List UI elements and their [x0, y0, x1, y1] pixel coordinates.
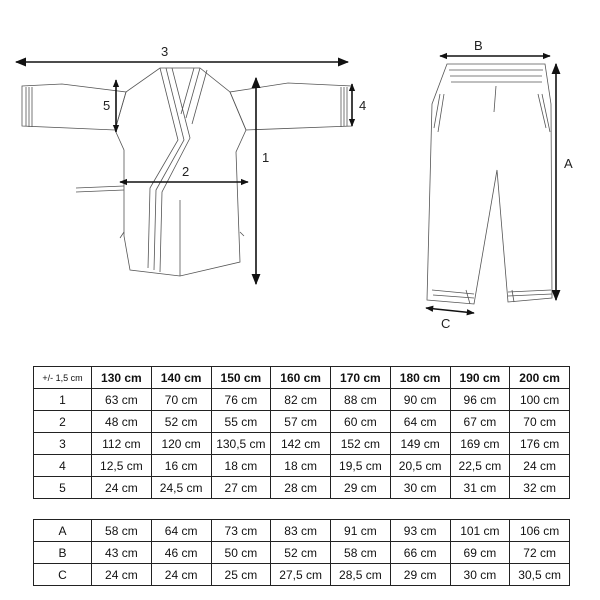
size-header: 140 cm [151, 367, 211, 389]
label-b: B [474, 38, 483, 53]
table-cell: 64 cm [151, 520, 211, 542]
table-cell: 24 cm [92, 477, 152, 499]
table-cell: 20,5 cm [390, 455, 450, 477]
table-cell: 96 cm [450, 389, 510, 411]
jacket-table-body [34, 389, 570, 499]
table-cell: 27 cm [211, 477, 271, 499]
table-cell: 169 cm [450, 433, 510, 455]
table-cell: 66 cm [390, 542, 450, 564]
row-label: 4 [34, 455, 92, 477]
table-cell: 18 cm [211, 455, 271, 477]
table-cell: 93 cm [390, 520, 450, 542]
table-cell: 60 cm [331, 411, 391, 433]
size-header: 130 cm [92, 367, 152, 389]
table-cell: 70 cm [151, 389, 211, 411]
table-cell: 58 cm [92, 520, 152, 542]
table-cell: 64 cm [390, 411, 450, 433]
table-cell: 50 cm [211, 542, 271, 564]
table-cell: 176 cm [510, 433, 570, 455]
table-cell: 43 cm [92, 542, 152, 564]
table-cell: 142 cm [271, 433, 331, 455]
table-cell: 12,5 cm [92, 455, 152, 477]
table-cell: 30,5 cm [510, 564, 570, 586]
pants-illustration [427, 64, 552, 304]
table-row [34, 455, 570, 477]
label-5: 5 [103, 98, 111, 113]
label-2: 2 [182, 164, 190, 179]
table-row [34, 477, 570, 499]
table-cell: 76 cm [211, 389, 271, 411]
label-1: 1 [262, 150, 270, 165]
pants-size-table [33, 519, 570, 586]
table-cell: 69 cm [450, 542, 510, 564]
table-cell: 22,5 cm [450, 455, 510, 477]
table-row [34, 542, 570, 564]
table-cell: 112 cm [92, 433, 152, 455]
table-cell: 63 cm [92, 389, 152, 411]
table-cell: 101 cm [450, 520, 510, 542]
size-header: 200 cm [510, 367, 570, 389]
table-cell: 70 cm [510, 411, 570, 433]
table-row [34, 433, 570, 455]
table-cell: 25 cm [211, 564, 271, 586]
tolerance-cell: +/- 1,5 cm [34, 367, 92, 389]
table-cell: 29 cm [390, 564, 450, 586]
label-4: 4 [359, 98, 367, 113]
table-cell: 106 cm [510, 520, 570, 542]
table-cell: 52 cm [271, 542, 331, 564]
table-cell: 120 cm [151, 433, 211, 455]
table-cell: 30 cm [390, 477, 450, 499]
table-cell: 28,5 cm [331, 564, 391, 586]
table-cell: 100 cm [510, 389, 570, 411]
table-cell: 48 cm [92, 411, 152, 433]
row-label: 5 [34, 477, 92, 499]
table-cell: 149 cm [390, 433, 450, 455]
pants-dimensions [426, 56, 556, 313]
table-cell: 152 cm [331, 433, 391, 455]
table-cell: 88 cm [331, 389, 391, 411]
table-cell: 73 cm [211, 520, 271, 542]
size-header: 170 cm [331, 367, 391, 389]
table-cell: 83 cm [271, 520, 331, 542]
pants-table-body [34, 520, 570, 586]
table-cell: 130,5 cm [211, 433, 271, 455]
table-row [34, 564, 570, 586]
row-label: B [34, 542, 92, 564]
table-cell: 30 cm [450, 564, 510, 586]
table-cell: 24 cm [92, 564, 152, 586]
table-cell: 82 cm [271, 389, 331, 411]
row-label: 2 [34, 411, 92, 433]
table-cell: 24 cm [510, 455, 570, 477]
jacket-size-table [33, 366, 570, 499]
row-label: C [34, 564, 92, 586]
table-cell: 55 cm [211, 411, 271, 433]
table-cell: 29 cm [331, 477, 391, 499]
size-header: 160 cm [271, 367, 331, 389]
table-row [34, 411, 570, 433]
table-cell: 32 cm [510, 477, 570, 499]
row-label: A [34, 520, 92, 542]
label-a: A [564, 156, 573, 171]
table-cell: 58 cm [331, 542, 391, 564]
table-row [34, 389, 570, 411]
row-label: 1 [34, 389, 92, 411]
dimension-line-c [426, 308, 474, 313]
table-cell: 90 cm [390, 389, 450, 411]
table-header-row [34, 367, 570, 389]
table-cell: 28 cm [271, 477, 331, 499]
size-header: 150 cm [211, 367, 271, 389]
label-3: 3 [161, 44, 169, 59]
table-cell: 67 cm [450, 411, 510, 433]
table-cell: 31 cm [450, 477, 510, 499]
table-row [34, 520, 570, 542]
table-cell: 27,5 cm [271, 564, 331, 586]
table-cell: 57 cm [271, 411, 331, 433]
row-label: 3 [34, 433, 92, 455]
table-cell: 16 cm [151, 455, 211, 477]
size-header: 190 cm [450, 367, 510, 389]
table-cell: 52 cm [151, 411, 211, 433]
label-c: C [441, 316, 451, 331]
table-cell: 72 cm [510, 542, 570, 564]
table-cell: 24 cm [151, 564, 211, 586]
table-cell: 18 cm [271, 455, 331, 477]
table-cell: 46 cm [151, 542, 211, 564]
table-cell: 24,5 cm [151, 477, 211, 499]
size-header: 180 cm [390, 367, 450, 389]
table-cell: 91 cm [331, 520, 391, 542]
table-cell: 19,5 cm [331, 455, 391, 477]
